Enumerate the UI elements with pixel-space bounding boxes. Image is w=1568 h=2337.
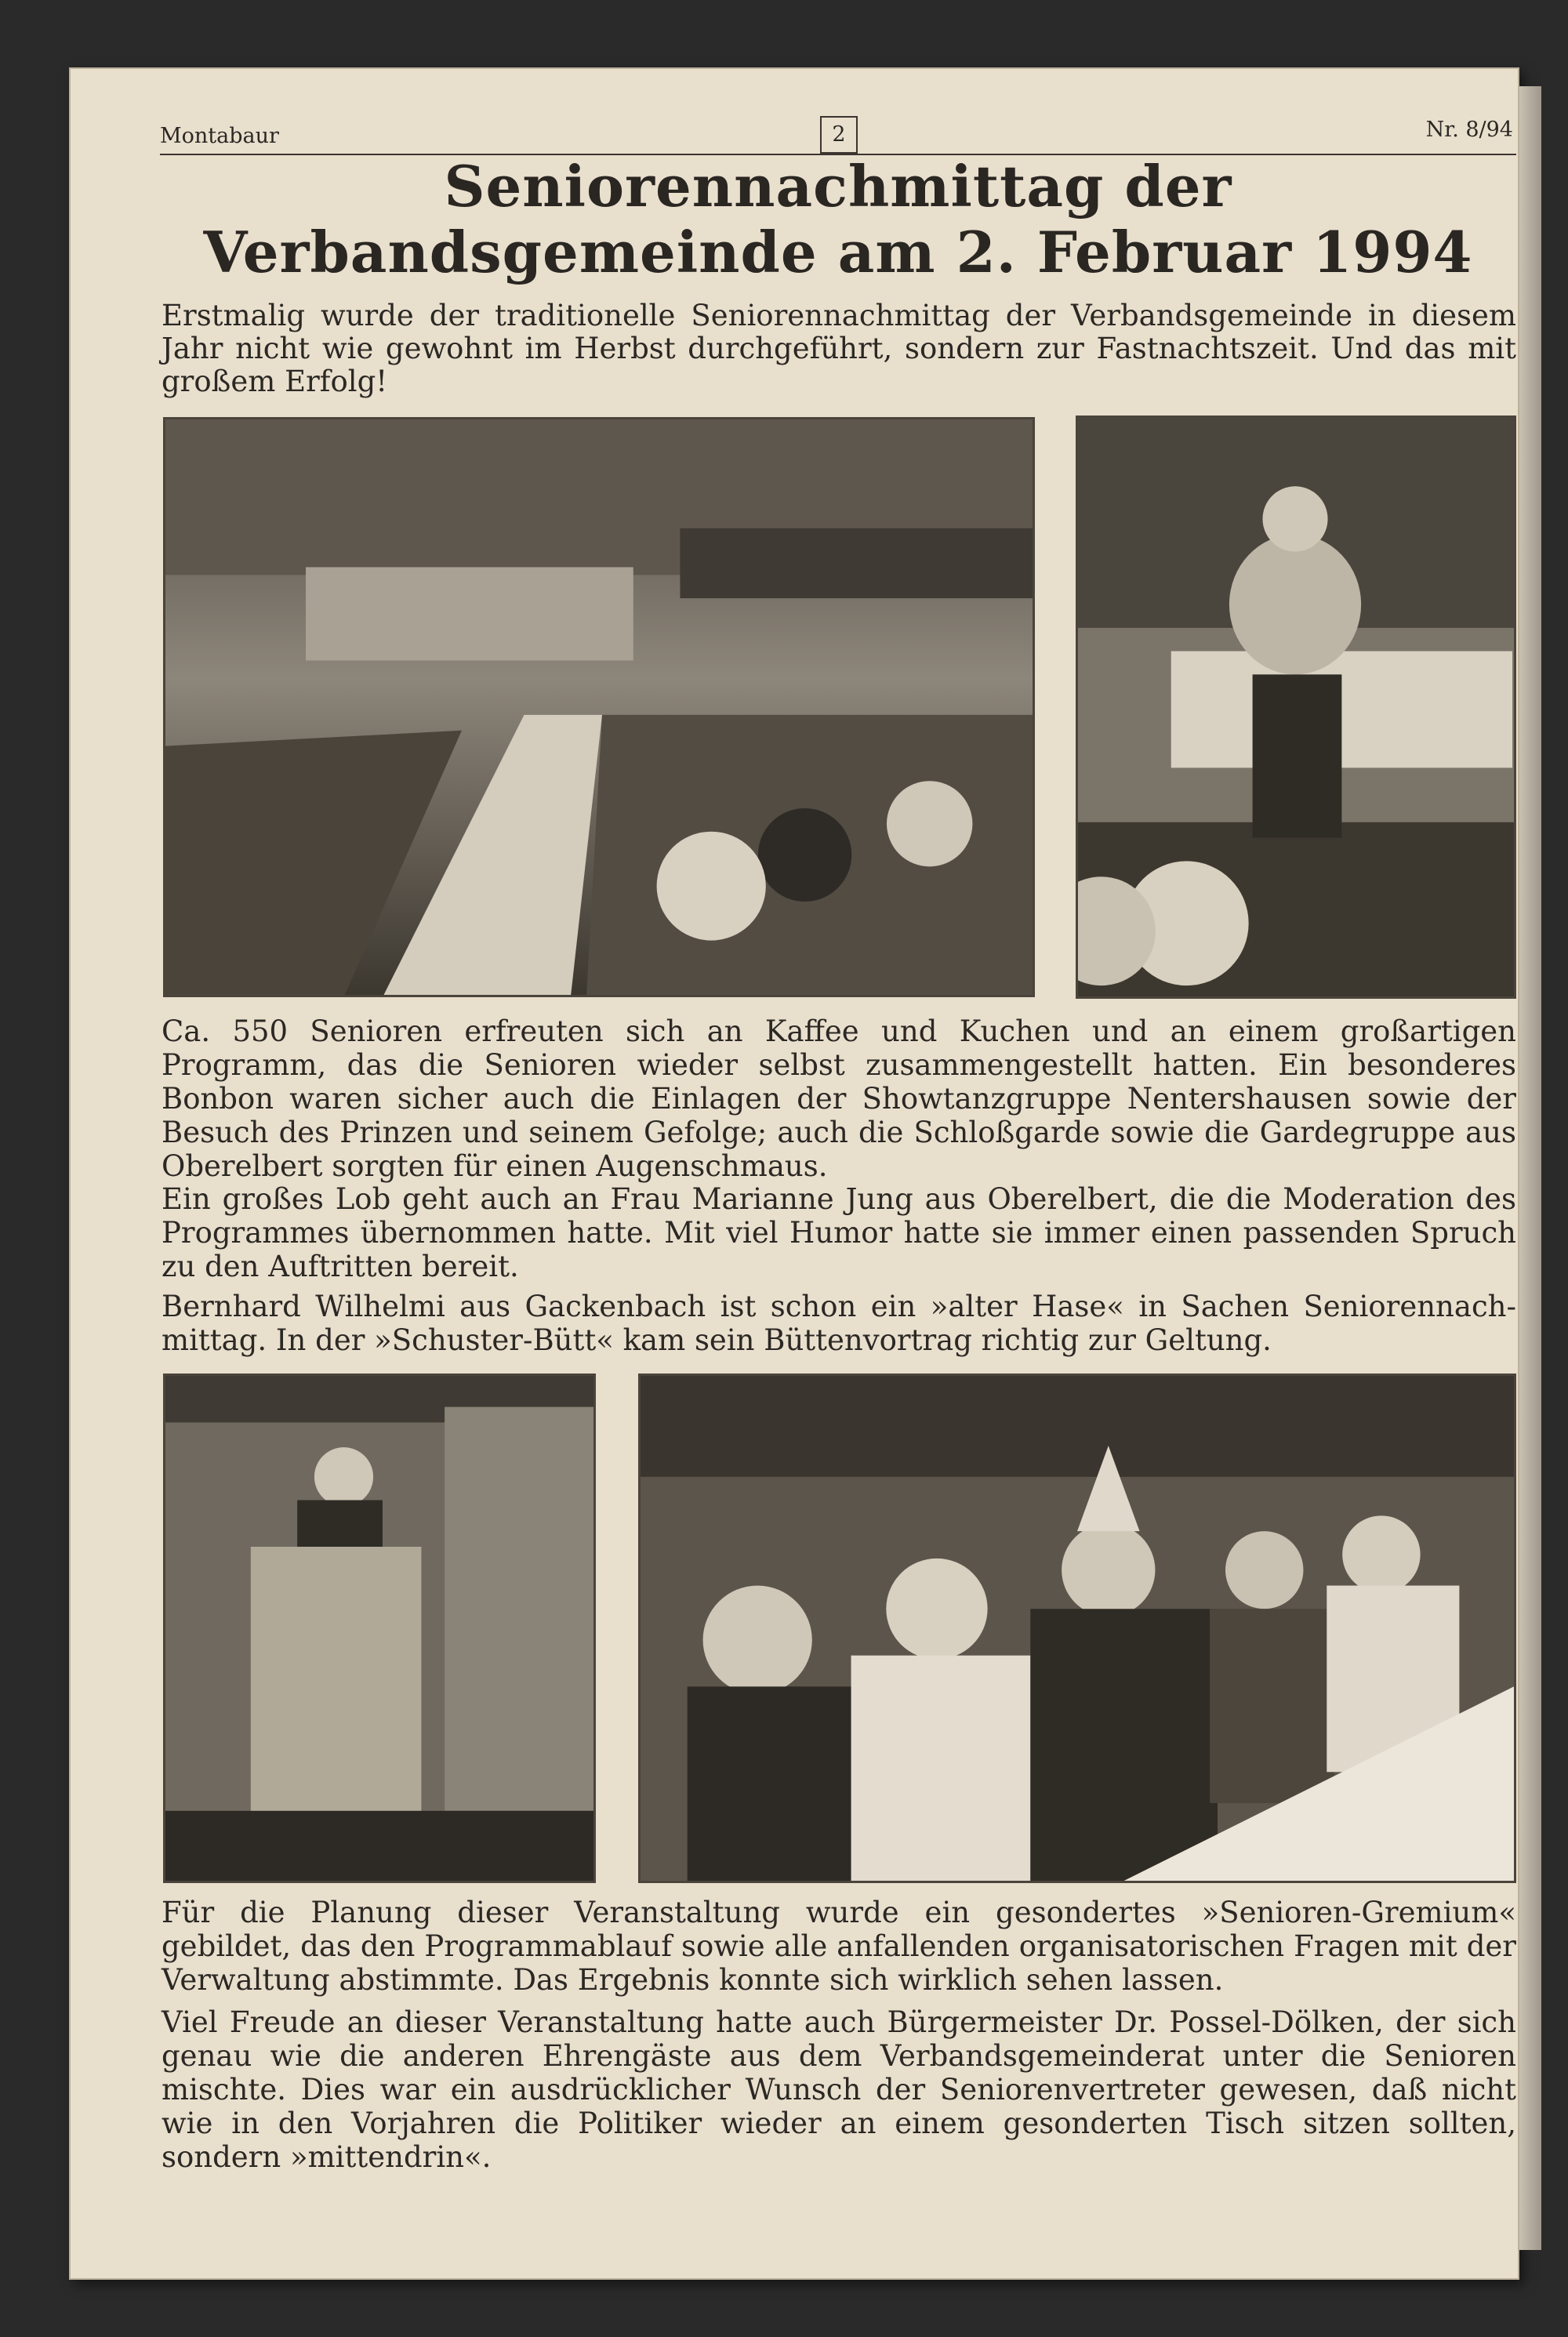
article-paragraph-5: Viel Freude an dieser Veranstaltung hatte auch Bürgermeister Dr. Possel-Dölken, der sich genau wie die anderen Ehrengäste aus dem Verbandsgemeinderat unter die Senioren mischte. Dies war ein ausdrücklicher Wunsch der Seniorenvertreter gewesen, daß nicht wie in den Vorjahren die Politiker wieder an einem gesonderten Tisch sitzen sollten, sondern »mittendrin«. — [162, 2005, 1516, 2174]
article-paragraph-4: Für die Planung dieser Veranstaltung wurde ein gesondertes »Senioren-Gremium« gebildet, das den Programmablauf sowie alle anfallenden organisatorischen Fragen mit der Verwaltung abstimmte. Das Ergebnis konnte sich wirklich sehen lassen. — [162, 1896, 1516, 1997]
title-line-1: Seniorennachmittag der — [444, 153, 1232, 220]
header-page-number: 2 — [820, 116, 858, 154]
photo-seniors-table — [638, 1374, 1516, 1883]
header-place: Montabaur — [160, 124, 279, 148]
title-line-2: Verbandsgemeinde am 2. Februar 1994 — [203, 219, 1473, 285]
article-lead: Erstmalig wurde der traditionelle Seniorennachmittag der Verbandsgemeinde in diesem Jahr nicht wie gewohnt im Herbst durchgeführt, sondern zur Fastnachtszeit. Und das mit großem Erfolg! — [162, 299, 1516, 398]
article-title — [160, 154, 1516, 285]
page-edge — [1519, 86, 1541, 2250]
photo-hall-tables — [163, 417, 1035, 997]
article-paragraph-3: Bernhard Wilhelmi aus Gackenbach ist schon ein »alter Hase« in Sachen Seniorennach-mittag. In der »Schuster-Bütt« kam sein Büttenvortrag richtig zur Geltung. — [162, 1290, 1516, 1357]
header-issue: Nr. 8/94 — [1425, 118, 1513, 142]
article-paragraph-1: Ca. 550 Senioren erfreuten sich an Kaffee und Kuchen und an einem großartigen Programm, das die Senioren wieder selbst zusammengestellt hatten. Ein besonderes Bonbon waren sicher auch die Einlagen der Showtanzgruppe Nentershausen sowie der Besuch des Prinzen und seinem Gefolge; auch die Schloßgarde sowie die Gardegruppe aus Oberelbert sorgten für einen Augenschmaus. — [162, 1014, 1516, 1183]
article-paragraph-2: Ein großes Lob geht auch an Frau Marianne Jung aus Oberelbert, die die Moderation des Programmes übernommen hatte. Mit viel Humor hatte sie immer einen passenden Spruch zu den Auftritten bereit. — [162, 1182, 1516, 1283]
photo-buett-speaker — [163, 1374, 596, 1883]
photo-stage-speaker — [1076, 416, 1516, 999]
